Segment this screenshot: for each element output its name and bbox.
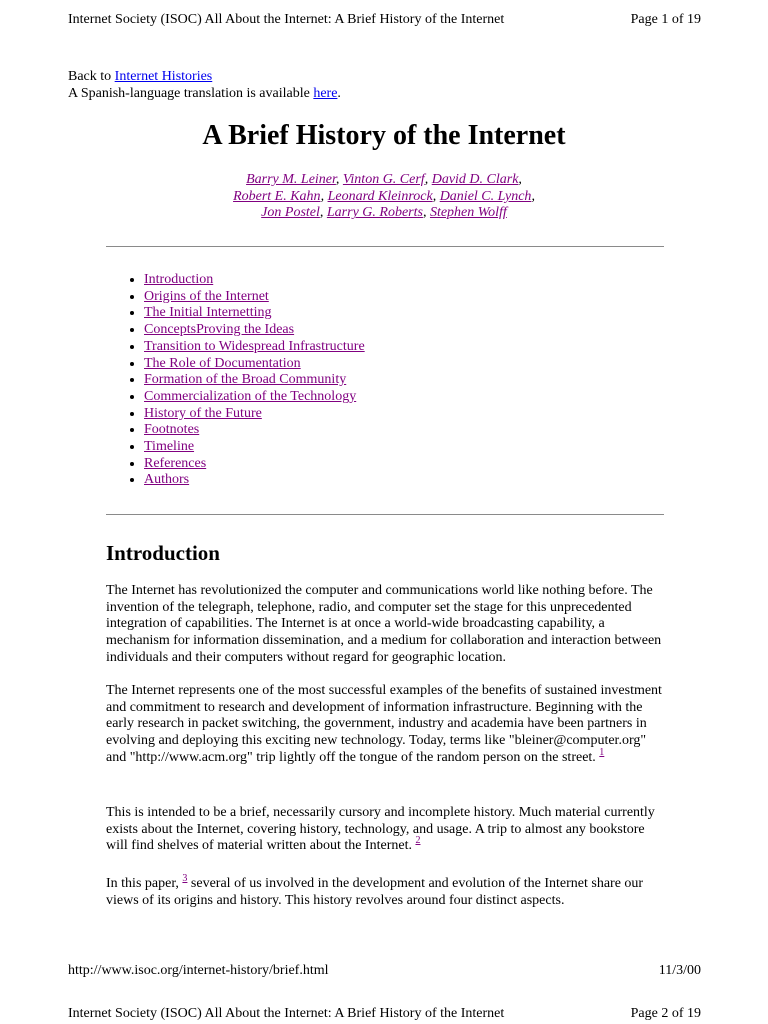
- author-line: Jon Postel, Larry G. Roberts, Stephen Wolff: [261, 205, 507, 221]
- page-number: Page 2 of 19: [630, 1006, 701, 1021]
- divider: [106, 246, 664, 247]
- page-number: Page 1 of 19: [630, 12, 701, 27]
- toc-item: [144, 322, 365, 339]
- toc-link-documentation[interactable]: The Role of Documentation: [144, 355, 301, 371]
- toc-item: [144, 389, 365, 406]
- paragraph: [106, 873, 668, 909]
- section-heading: Introduction: [106, 541, 220, 565]
- toc-link-commercialization[interactable]: Commercialization of the Technology: [144, 388, 357, 404]
- toc-item: [144, 339, 365, 356]
- translation-prefix: A Spanish-language translation is available: [68, 86, 314, 101]
- print-header-title: Internet Society (ISOC) All About the Internet: A Brief History of the Internet: [68, 1006, 505, 1021]
- toc-item: [144, 456, 365, 473]
- translation-suffix: .: [337, 86, 341, 101]
- print-footer-date: 11/3/00: [658, 963, 701, 978]
- author-line: Robert E. Kahn, Leonard Kleinrock, Daniel C. Lynch,: [233, 188, 535, 204]
- author-link-leiner[interactable]: Barry M. Leiner: [246, 172, 336, 187]
- print-footer-url: http://www.isoc.org/internet-history/brief.html: [68, 963, 329, 978]
- translation-note: [68, 86, 341, 103]
- paragraph-text: several of us involved in the development and evolution of the Internet share our views of its origins and history. This history revolves around four distinct aspects.: [106, 876, 644, 908]
- spanish-translation-link[interactable]: here: [313, 86, 338, 101]
- toc-link-concepts[interactable]: ConceptsProving the Ideas: [144, 322, 295, 338]
- author-link-postel[interactable]: Jon Postel: [261, 205, 320, 221]
- toc-link-authors[interactable]: Authors: [144, 472, 190, 488]
- author-link-clark[interactable]: David D. Clark: [431, 172, 519, 187]
- toc-item: [144, 272, 365, 289]
- author-line: Barry M. Leiner, Vinton G. Cerf, David D. Clark,: [246, 172, 522, 187]
- author-list: [0, 172, 768, 222]
- toc-item: [144, 372, 365, 389]
- toc-link-future[interactable]: History of the Future: [144, 405, 262, 421]
- toc-item: [144, 422, 365, 439]
- toc-link-origins[interactable]: Origins of the Internet: [144, 288, 269, 304]
- toc-link-community[interactable]: Formation of the Broad Community: [144, 372, 347, 388]
- paragraph-text: This is intended to be a brief, necessarily cursory and incomplete history. Much material currently exists about the Internet, covering history, technology, and usage. A trip to almost any bookstore will find shelves of material written about the Internet.: [106, 805, 655, 854]
- author-link-kleinrock[interactable]: Leonard Kleinrock: [327, 188, 433, 204]
- toc-item: [144, 472, 365, 489]
- print-header: [68, 12, 701, 29]
- toc-link-initial-internetting[interactable]: The Initial Internetting: [144, 305, 272, 321]
- footnote-link-2[interactable]: 2: [415, 835, 421, 847]
- paragraph: [106, 805, 668, 855]
- author-link-wolff[interactable]: Stephen Wolff: [429, 205, 507, 221]
- divider: [106, 514, 664, 515]
- print-header: [68, 1006, 701, 1023]
- footnote-link-3[interactable]: 3: [182, 873, 188, 884]
- paragraph: [106, 683, 668, 767]
- back-nav: [68, 69, 212, 86]
- page-title: A Brief History of the Internet: [202, 120, 566, 151]
- toc-item: [144, 305, 365, 322]
- toc-item: [144, 439, 365, 456]
- toc-item: [144, 406, 365, 423]
- print-header-title: Internet Society (ISOC) All About the Internet: A Brief History of the Internet: [68, 12, 505, 27]
- toc-link-introduction[interactable]: Introduction: [144, 272, 214, 287]
- toc-link-footnotes[interactable]: Footnotes: [144, 422, 200, 438]
- table-of-contents: [106, 272, 365, 489]
- author-link-lynch[interactable]: Daniel C. Lynch: [439, 188, 532, 204]
- author-link-roberts[interactable]: Larry G. Roberts: [326, 205, 423, 221]
- toc-link-transition[interactable]: Transition to Widespread Infrastructure: [144, 338, 365, 354]
- toc-link-timeline[interactable]: Timeline: [144, 439, 195, 455]
- paragraph-text: The Internet represents one of the most successful examples of the benefits of sustained investment and commitment to research and development of information infrastructure. Beginning with the early research in packet switching, the government, industry and academia have been partners in evolving and deploying this exciting new technology. Today, terms like "bleiner@computer.org" and "http://www.acm.org" trip lightly off the tongue of the random person on the street.: [106, 683, 662, 765]
- paragraph: The Internet has revolutionized the computer and communications world like nothing before. The invention of the telegraph, telephone, radio, and computer set the stage for this unprecedented integration of capabilities. The Internet is at once a world-wide broadcasting capability, a mechanism for information dissemination, and a medium for collaboration and interaction between individuals and their computers without regard for geographic location.: [106, 583, 662, 665]
- toc-item: [144, 356, 365, 373]
- print-footer: [68, 963, 701, 980]
- footnote-ref: [182, 873, 187, 884]
- author-link-cerf[interactable]: Vinton G. Cerf: [342, 172, 425, 187]
- toc-link-references[interactable]: References: [144, 455, 207, 471]
- paragraph-text: In this paper,: [106, 876, 179, 891]
- footnote-ref: [415, 835, 420, 846]
- author-link-kahn[interactable]: Robert E. Kahn: [233, 188, 321, 204]
- footnote-link-1[interactable]: 1: [599, 746, 605, 758]
- footnote-ref: [599, 747, 604, 758]
- back-prefix: Back to: [68, 69, 115, 84]
- toc-item: [144, 289, 365, 306]
- internet-histories-link[interactable]: Internet Histories: [114, 69, 213, 84]
